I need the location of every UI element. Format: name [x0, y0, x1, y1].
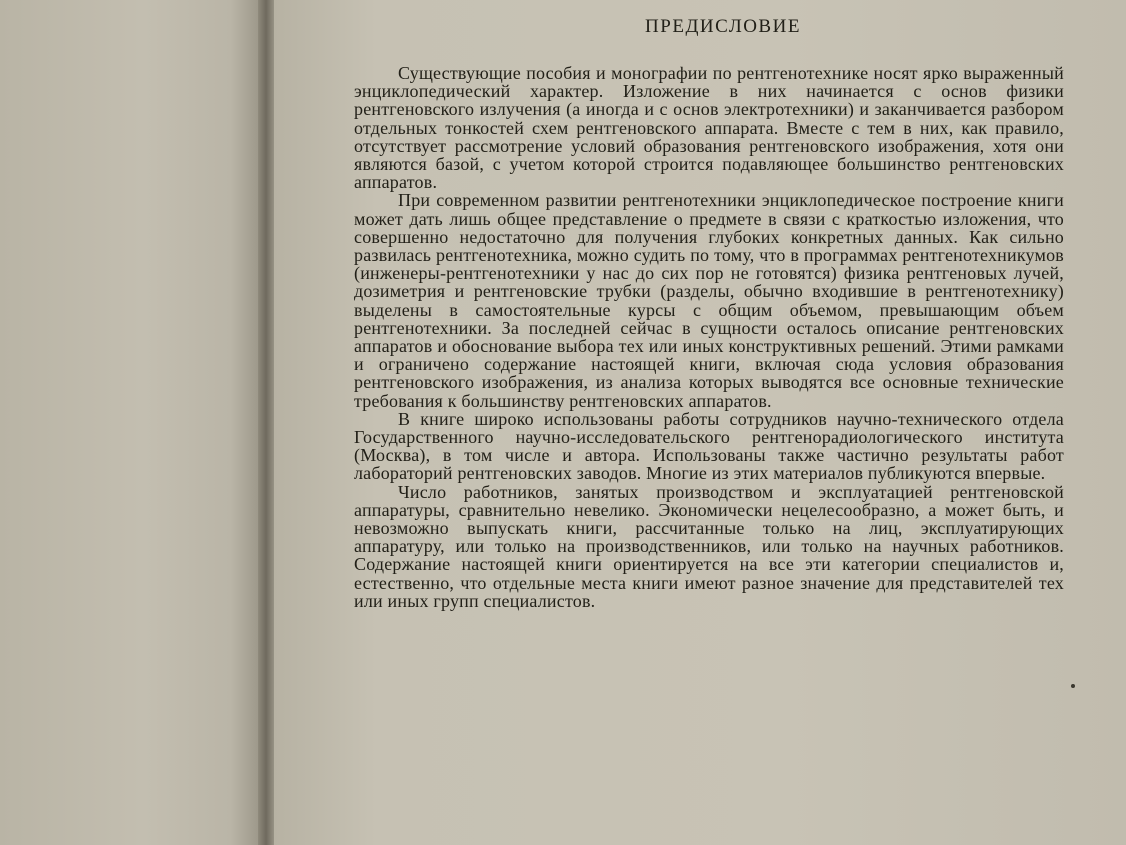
left-page-blank — [0, 0, 262, 845]
ink-speck — [1071, 684, 1075, 688]
paragraph-2: При современном развитии рентгенотехники энциклопедическое построение книги может дать лишь общее представление о предмете в связи с краткостью изложения, что совершенно недостаточно для получения глубоких конкретных данных. Как сильно развилась рентгенотехника, можно судить по тому, что в программах рентгенотехникумов (инженеры-рентгенотехники у нас до сих пор не готовятся) физика рентгеновых лучей, дозиметрия и рентгеновские трубки (разделы, обычно входившие в рентгенотехнику) выделены в самостоятельные курсы с общим объемом, превышающим объем рентгенотехники. За последней сейчас в сущности осталось описание рентгеновских аппаратов и обоснование выбора тех или иных конструктивных решений. Этими рамками и ограничено содержание настоящей книги, включая сюда условия образования рентгеновского изображения, из анализа которых выводятся все основные технические требования к большинству рентгеновских аппаратов. — [354, 190, 1064, 411]
paragraph-4: Число работников, занятых производством и эксплуатацией рентгеновской аппаратуры, сравнительно невелико. Экономически нецелесообразно, а может быть, и невозможно выпускать книги, рассчитанные только на лиц, эксплуатирующих аппаратуру, или только на производственников, или только на научных работников. Содержание настоящей книги ориентируется на все эти категории специалистов и, естественно, что отдельные места книги имеют разное значение для представителей тех или иных групп специалистов. — [354, 481, 1064, 611]
preface-text — [354, 14, 1064, 610]
paragraph-3: В книге широко использованы работы сотрудников научно-технического отдела Государственного научно-исследовательского рентгенорадиологического института (Москва), в том числе и автора. Использованы также частично результаты работ лабораторий рентгеновских заводов. Многие из этих материалов публикуются впервые. — [354, 408, 1064, 484]
paragraph-1: Существующие пособия и монографии по рентгенотехнике носят ярко выраженный энциклопедический характер. Изложение в них начинается с основ физики рентгеновского излучения (а иногда и с основ электротехники) и заканчивается разбором отдельных тонкостей схем рентгеновского аппарата. Вместе с тем в них, как правило, отсутствует рассмотрение условий образования рентгеновского изображения, хотя они являются базой, с учетом которой строится подавляющее большинство рентгеновских аппаратов. — [354, 63, 1064, 193]
page-title: ПРЕДИСЛОВИЕ — [645, 16, 801, 37]
